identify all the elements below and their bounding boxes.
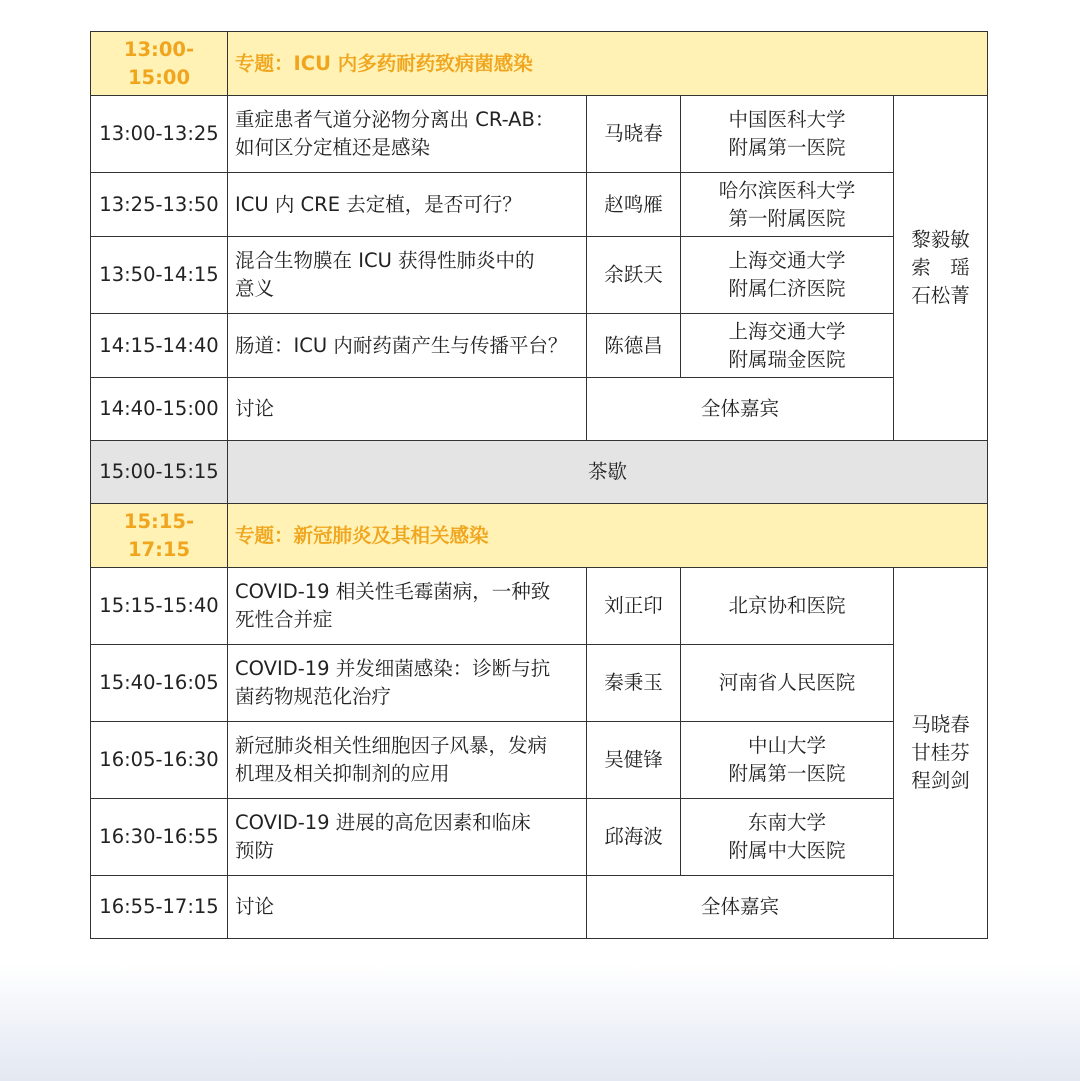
moderator-name: 索 瑶	[911, 256, 970, 279]
topic-line: 肠道：ICU 内耐药菌产生与传播平台？	[235, 333, 568, 357]
break-label: 茶歇	[228, 441, 988, 504]
topic-line: 死性合并症	[235, 608, 333, 631]
talk-topic	[228, 173, 587, 237]
institution-line: 附属第一医院	[728, 762, 846, 785]
moderator-name: 程剑剑	[911, 769, 970, 792]
speaker-institution	[681, 314, 894, 378]
institution-line: 上海交通大学	[728, 249, 846, 272]
section-header-row	[91, 32, 988, 96]
speaker-institution	[681, 237, 894, 314]
topic-line: COVID-19 并发细菌感染：诊断与抗	[235, 657, 551, 680]
talk-time: 13:25-13:50	[91, 173, 228, 237]
break-row	[91, 441, 988, 504]
talk-row	[91, 722, 988, 799]
talk-row	[91, 799, 988, 876]
schedule-table	[90, 31, 988, 939]
talk-time: 16:05-16:30	[91, 722, 228, 799]
discussion-label: 讨论	[228, 876, 587, 939]
speaker-institution	[681, 173, 894, 237]
institution-line: 附属中大医院	[728, 839, 846, 862]
speaker-institution	[681, 799, 894, 876]
speaker-name: 邱海波	[587, 799, 681, 876]
talk-time: 15:40-16:05	[91, 645, 228, 722]
discussion-row	[91, 876, 988, 939]
talk-topic	[228, 645, 587, 722]
discussion-time: 16:55-17:15	[91, 876, 228, 939]
talk-topic	[228, 799, 587, 876]
section-header-row	[91, 504, 988, 568]
institution-line: 东南大学	[747, 811, 826, 834]
talk-topic	[228, 722, 587, 799]
talk-time: 15:15-15:40	[91, 568, 228, 645]
talk-time: 14:15-14:40	[91, 314, 228, 378]
talk-row	[91, 568, 988, 645]
talk-row	[91, 314, 988, 378]
topic-line: ICU 内 CRE 去定植，是否可行？	[235, 192, 522, 216]
speaker-name: 刘正印	[587, 568, 681, 645]
institution-line: 上海交通大学	[728, 319, 846, 343]
institution-line: 哈尔滨医科大学	[718, 178, 856, 202]
moderator-name: 马晓春	[911, 713, 970, 736]
speaker-institution	[681, 568, 894, 645]
discussion-guests: 全体嘉宾	[587, 378, 894, 441]
moderator-name: 甘桂芬	[911, 741, 970, 764]
section-title: 专题：新冠肺炎及其相关感染	[228, 504, 988, 568]
talk-row	[91, 173, 988, 237]
talk-topic	[228, 237, 587, 314]
topic-line: COVID-19 进展的高危因素和临床	[235, 811, 531, 834]
moderator-name: 黎毅敏	[911, 228, 970, 251]
discussion-guests: 全体嘉宾	[587, 876, 894, 939]
talk-topic	[228, 314, 587, 378]
topic-line: 预防	[235, 839, 275, 862]
topic-line: 重症患者气道分泌物分离出 CR-AB：	[235, 108, 555, 131]
talk-row	[91, 645, 988, 722]
speaker-institution	[681, 722, 894, 799]
speaker-name: 余跃天	[587, 237, 681, 314]
institution-line: 中山大学	[747, 734, 826, 757]
break-time: 15:00-15:15	[91, 441, 228, 504]
talk-topic	[228, 96, 587, 173]
topic-line: 菌药物规范化治疗	[235, 685, 392, 708]
speaker-institution	[681, 96, 894, 173]
talk-topic	[228, 568, 587, 645]
topic-line: 新冠肺炎相关性细胞因子风暴，发病	[235, 734, 548, 757]
talk-time: 16:30-16:55	[91, 799, 228, 876]
topic-line: COVID-19 相关性毛霉菌病，一种致	[235, 580, 551, 603]
topic-line: 混合生物膜在 ICU 获得性肺炎中的	[235, 249, 535, 272]
speaker-institution	[681, 645, 894, 722]
topic-line: 机理及相关抑制剂的应用	[235, 762, 450, 785]
speaker-name: 马晓春	[587, 96, 681, 173]
institution-line: 第一附属医院	[728, 206, 846, 230]
moderators	[894, 568, 988, 939]
speaker-name: 秦秉玉	[587, 645, 681, 722]
moderator-name: 石松菁	[911, 284, 970, 307]
institution-line: 附属瑞金医院	[728, 347, 846, 371]
talk-time: 13:50-14:15	[91, 237, 228, 314]
institution-line: 附属仁济医院	[728, 277, 846, 300]
speaker-name: 陈德昌	[587, 314, 681, 378]
discussion-row	[91, 378, 988, 441]
talk-row	[91, 96, 988, 173]
institution-line: 河南省人民医院	[718, 671, 856, 694]
institution-line: 北京协和医院	[728, 594, 846, 617]
section-time: 15:15-17:15	[91, 504, 228, 568]
section-time: 13:00-15:00	[91, 32, 228, 96]
topic-line: 如何区分定植还是感染	[235, 136, 431, 159]
discussion-label: 讨论	[228, 378, 587, 441]
institution-line: 中国医科大学	[728, 108, 846, 131]
moderators	[894, 96, 988, 441]
speaker-name: 吴健锋	[587, 722, 681, 799]
talk-time: 13:00-13:25	[91, 96, 228, 173]
speaker-name: 赵鸣雁	[587, 173, 681, 237]
topic-line: 意义	[235, 277, 275, 300]
discussion-time: 14:40-15:00	[91, 378, 228, 441]
talk-row	[91, 237, 988, 314]
institution-line: 附属第一医院	[728, 136, 846, 159]
section-title: 专题：ICU 内多药耐药致病菌感染	[228, 32, 988, 96]
